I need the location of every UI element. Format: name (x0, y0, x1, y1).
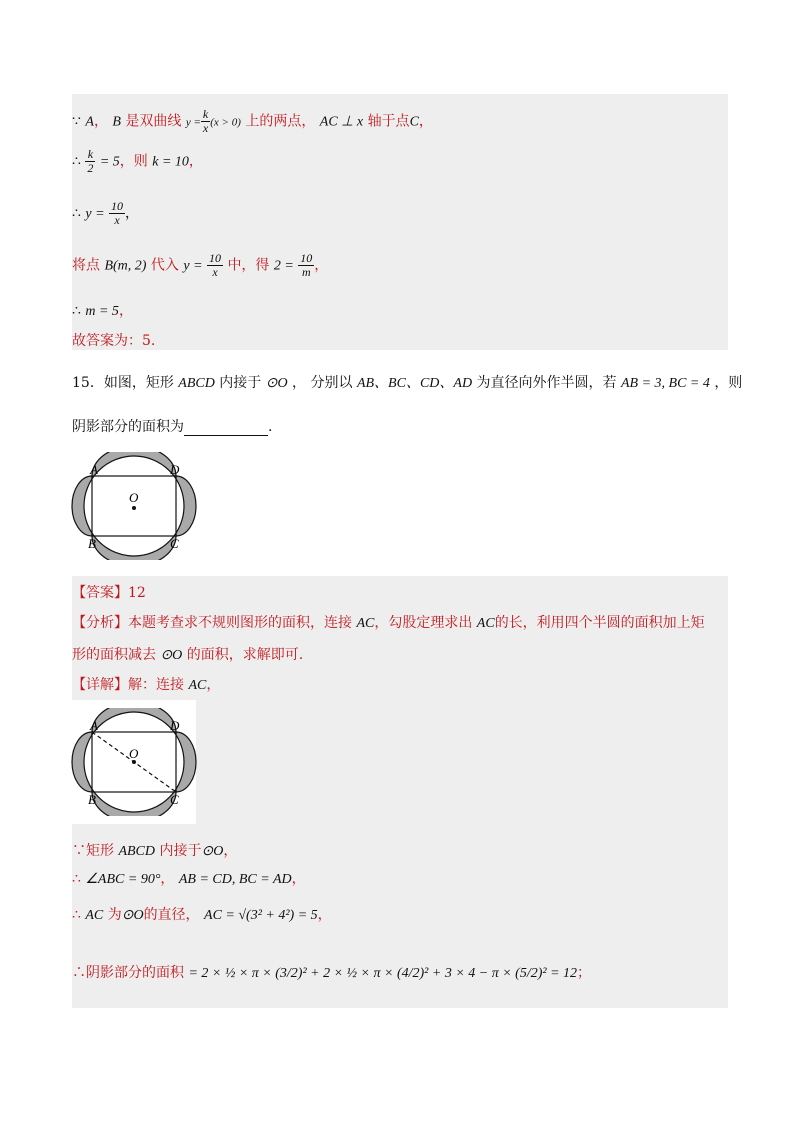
sol14-line-5 (72, 300, 133, 320)
ac: AC (356, 616, 375, 631)
answer-label: 【答案】 (72, 585, 128, 601)
sep: . (268, 419, 273, 435)
num: k (85, 148, 95, 162)
sides: AB、BC、CD、AD (356, 376, 473, 391)
sep: ， (317, 907, 332, 923)
therefore-symbol: ∴ (72, 907, 81, 923)
label-c: C (170, 792, 179, 807)
figure-circle-rectangle (66, 452, 202, 560)
num: 10 (111, 199, 123, 213)
sep: ， (118, 303, 133, 319)
sep: ， (125, 205, 139, 222)
step-2 (72, 868, 306, 888)
text: 是双曲线 (125, 113, 182, 130)
fraction-10-m (298, 252, 314, 279)
text: 本题考查求不规则图形的面积，连接 (128, 615, 352, 631)
text: 的面积，求解即可. (186, 647, 304, 663)
text: 内接于 (159, 843, 202, 859)
step-3 (72, 904, 332, 924)
label-o: O (129, 746, 139, 761)
num: 10 (208, 251, 221, 265)
rect-abcd: ABCD (178, 376, 215, 391)
label-d: D (170, 718, 180, 733)
detail-line (72, 674, 220, 694)
text: 的直径， (143, 907, 200, 923)
math-y: y = (183, 258, 203, 274)
label-b: B (88, 536, 96, 551)
den: x (202, 121, 209, 135)
eq: AB = CD, BC = AD (178, 872, 292, 887)
eq: AC = √(3² + 4²) = 5 (204, 908, 318, 923)
step-1 (72, 840, 237, 860)
eq: = 5 (99, 154, 120, 170)
circle-o: ⊙O (265, 376, 288, 391)
den: x (114, 213, 120, 227)
fraction-k-2 (85, 148, 95, 175)
eq: = 2 × ½ × π × (3/2)² + 2 × ½ × π × (4/2)² + 3 × 4 − π × (5/2)² = 12 (188, 966, 578, 981)
analysis-label: 【分析】 (72, 615, 128, 631)
text: 上的两点， (245, 113, 316, 130)
condition: (x > 0) (210, 116, 241, 129)
sep: ， (93, 113, 108, 130)
fraction-10-x (207, 252, 223, 279)
sep: ， (160, 871, 175, 887)
den: 2 (87, 161, 94, 175)
num: 10 (300, 251, 313, 265)
math-y: y = (185, 116, 201, 129)
text: 阴影部分的面积为 (72, 419, 184, 435)
point-a: A (85, 114, 94, 130)
text: ，则 (714, 375, 743, 391)
circle-o: ⊙O (201, 844, 224, 859)
point-b: B (112, 114, 121, 130)
sep: ， (188, 153, 203, 170)
analysis-line-2 (72, 644, 303, 664)
therefore-symbol: ∴ (72, 871, 81, 887)
therefore-symbol: ∴ (72, 153, 81, 170)
text: 轴于点 (367, 113, 410, 130)
label-a: A (90, 718, 98, 733)
angle: ∠ABC = 90° (85, 872, 161, 887)
text: ∵矩形 (72, 843, 114, 859)
step-4 (72, 962, 591, 982)
sol14-answer: 故答案为：5. (72, 333, 156, 349)
ac-perp: AC ⊥ x (319, 114, 364, 130)
answer-value: 12 (128, 585, 146, 601)
rect-abcd: ABCD (118, 844, 156, 859)
sep: ， (223, 843, 238, 859)
text: ，则 (119, 153, 148, 170)
therefore-symbol: ∴ (72, 205, 81, 222)
eq: k = 10 (152, 154, 189, 170)
circle-o: ⊙O (160, 648, 183, 663)
analysis-line-1 (72, 612, 705, 632)
text: 为直径向外作半圆，若 (476, 375, 617, 391)
label-d: D (170, 462, 180, 477)
q15-line-2 (72, 416, 272, 436)
sep: ， (418, 113, 433, 130)
text: 代入 (150, 257, 179, 274)
sol14-line-1 (72, 108, 433, 135)
point-b-coord: B(m, 2) (104, 258, 147, 274)
eq: 2 = (273, 258, 294, 274)
text: 将点 (72, 257, 100, 274)
sep: ， (206, 677, 221, 693)
sep: ； (577, 965, 592, 981)
given: AB = 3, BC = 4 (620, 376, 710, 391)
text: 的长，利用四个半圆的面积加上矩 (494, 615, 705, 631)
ac: AC (188, 678, 207, 693)
text: ，勾股定理求出 (374, 615, 473, 631)
label-b: B (88, 792, 96, 807)
math-y: y = (85, 206, 105, 222)
text: 为 (107, 907, 122, 923)
answer-line (72, 582, 146, 602)
eq: m = 5 (85, 304, 119, 319)
text: 形的面积减去 (72, 647, 156, 663)
circle-o: ⊙O (121, 908, 144, 923)
label-a: A (90, 462, 98, 477)
label-o: O (129, 490, 139, 505)
den: m (301, 265, 311, 279)
question-number: 15．如图，矩形 (72, 375, 174, 391)
detail-label: 【详解】 (72, 677, 128, 693)
text: 内接于 (219, 375, 262, 391)
fraction-k-x (201, 108, 210, 135)
center-dot (132, 506, 136, 510)
num: k (202, 107, 209, 121)
figure-circle-rectangle-diagonal (66, 708, 202, 816)
sol14-line-2 (72, 148, 203, 175)
fraction-10-x (109, 200, 125, 227)
therefore-symbol: ∴ (72, 303, 81, 319)
den: x (212, 265, 218, 279)
point-c: C (409, 114, 419, 130)
sep: ， (314, 257, 329, 274)
text: ， 分别以 (292, 375, 353, 391)
sol14-line-3 (72, 200, 139, 227)
sol14-line-4 (72, 252, 328, 279)
answer-blank[interactable] (184, 421, 268, 436)
sep: ， (291, 871, 306, 887)
therefore-symbol: ∵ (72, 113, 81, 130)
ac: AC (476, 616, 495, 631)
q15-line-1 (72, 372, 742, 392)
label-c: C (170, 536, 179, 551)
text: 解：连接 (128, 677, 184, 693)
text: 中，得 (227, 257, 270, 274)
ac: AC (85, 908, 104, 923)
text: ∴阴影部分的面积 (72, 965, 184, 981)
